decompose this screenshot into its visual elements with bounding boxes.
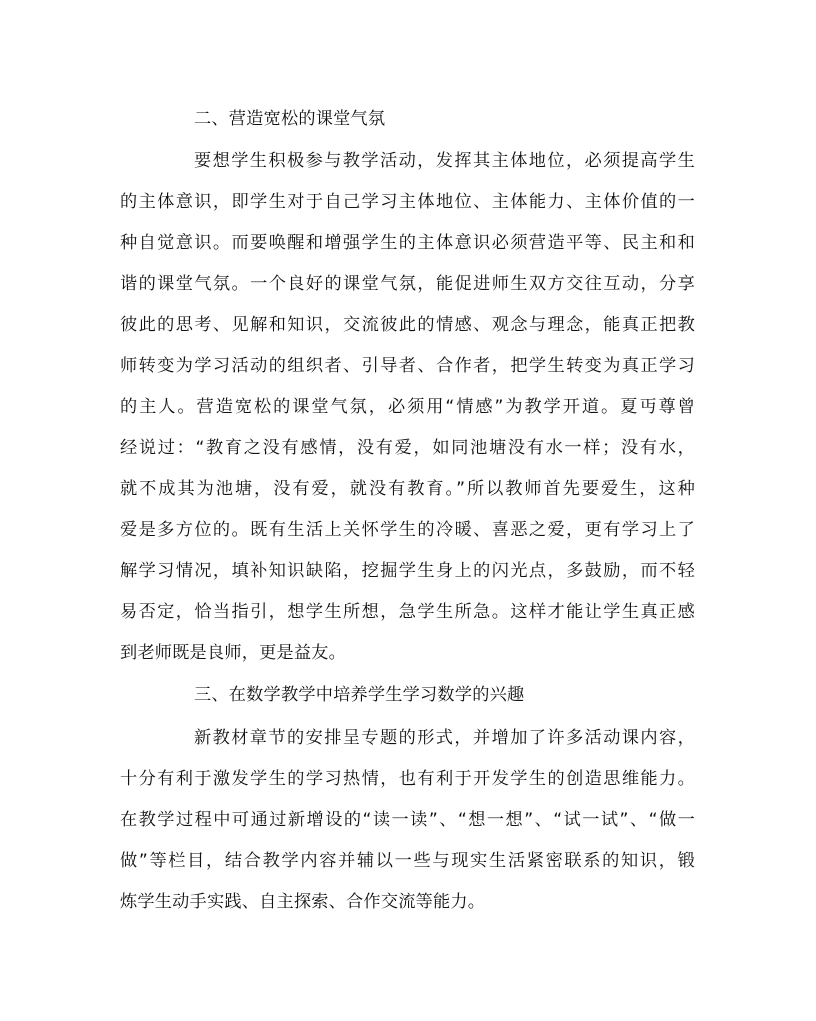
paragraph-line: 新教材章节的安排呈专题的形式，并增加了许多活动课内容，	[194, 728, 695, 748]
paragraph-line: 就不成其为池塘，没有爱，就没有教育。”所以教师首先要爱生，这种	[120, 479, 695, 499]
paragraph-line: 经说过：“教育之没有感情，没有爱，如同池塘没有水一样；没有水，	[120, 438, 695, 458]
paragraph-line: 爱是多方位的。既有生活上关怀学生的冷暖、喜恶之爱，更有学习上了	[120, 520, 695, 540]
paragraph-line: 的主体意识，即学生对于自己学习主体地位、主体能力、主体价值的一	[120, 192, 695, 212]
paragraph-line: 师转变为学习活动的组织者、引导者、合作者，把学生转变为真正学习	[120, 356, 695, 376]
section-heading-2: 二、营造宽松的课堂气氛	[194, 109, 386, 129]
paragraph-line: 种自觉意识。而要唤醒和增强学生的主体意识必须营造平等、民主和和	[120, 233, 695, 253]
paragraph-line: 彼此的思考、见解和知识，交流彼此的情感、观念与理念，能真正把教	[120, 315, 695, 335]
paragraph-line: 在教学过程中可通过新增设的“读一读”、“想一想”、“试一试”、“做一	[120, 810, 695, 830]
paragraph-line: 易否定，恰当指引，想学生所想，急学生所急。这样才能让学生真正感	[120, 602, 695, 622]
paragraph-line: 到老师既是良师，更是益友。	[120, 643, 347, 663]
paragraph-line: 的主人。营造宽松的课堂气氛，必须用“情感”为教学开道。夏丏尊曾	[120, 397, 695, 417]
paragraph-line: 十分有利于激发学生的学习热情，也有利于开发学生的创造思维能力。	[120, 769, 695, 789]
paragraph-line: 要想学生积极参与教学活动，发挥其主体地位，必须提高学生	[194, 151, 695, 171]
section-heading-3: 三、在数学教学中培养学生学习数学的兴趣	[194, 685, 525, 705]
paragraph-line: 做”等栏目，结合教学内容并辅以一些与现实生活紧密联系的知识，锻	[120, 851, 695, 871]
paragraph-line: 炼学生动手实践、自主探索、合作交流等能力。	[120, 892, 486, 912]
paragraph-line: 解学习情况，填补知识缺陷，挖掘学生身上的闪光点，多鼓励，而不轻	[120, 561, 695, 581]
paragraph-line: 谐的课堂气氛。一个良好的课堂气氛，能促进师生双方交往互动，分享	[120, 274, 695, 294]
